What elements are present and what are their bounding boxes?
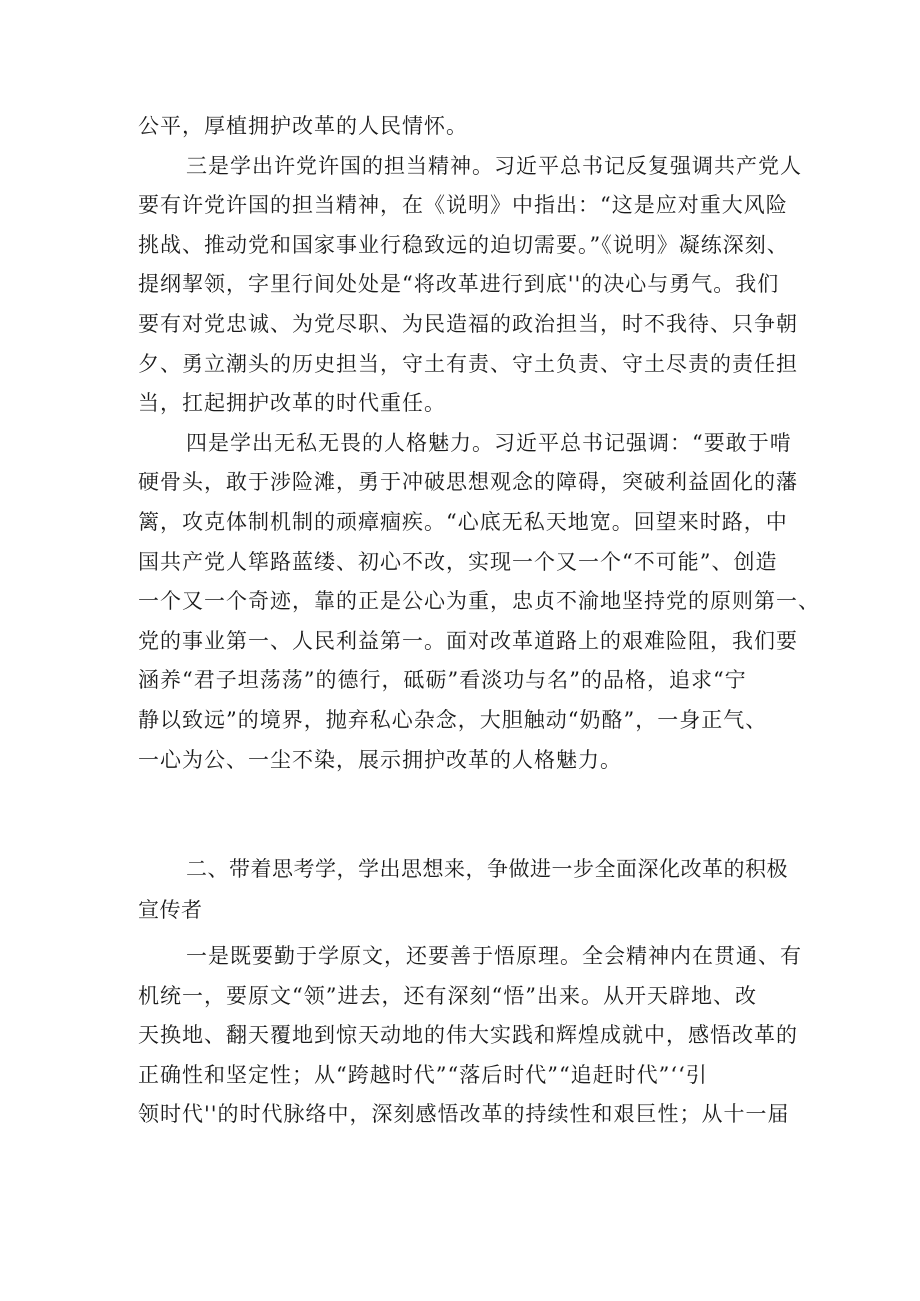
text-line: 领时代''的时代脉络中，深刻感悟改革的持续性和艰巨性；从十一届 bbox=[138, 1102, 790, 1127]
text-line: 提纲挈领，字里行间处处是“将改革进行到底''的决心与勇气。我们 bbox=[138, 272, 780, 297]
text-line: 静以致远”的境界，抛弃私心杂念，大胆触动“奶酪”，一身正气、 bbox=[138, 707, 768, 732]
text-line: 正确性和坚定性；从“跨越时代”“落后时代”“追赶时代”‘‘引 bbox=[138, 1062, 708, 1087]
text-line: 硬骨头，敢于涉险滩，勇于冲破思想观念的障碍，突破利益固化的藩 bbox=[138, 470, 798, 495]
text-line: 一个又一个奇迹，靠的正是公心为重，忠贞不渝地坚持党的原则第一、 bbox=[138, 589, 820, 614]
body-text-top bbox=[138, 107, 820, 780]
text-line: 要有对党忠诚、为党尽职、为民造福的政治担当，时不我待、只争朝 bbox=[138, 311, 798, 336]
paragraph-start-line: 四是学出无私无畏的人格魅力。习近平总书记强调：“要敢于啃 bbox=[186, 430, 792, 455]
paragraph-start-line: 三是学出许党许国的担当精神。习近平总书记反复强调共产党人 bbox=[186, 153, 802, 178]
section-heading bbox=[138, 849, 788, 931]
heading-line: 宣传者 bbox=[138, 898, 203, 922]
text-line: 公平，厚植拥护改革的人民情怀。 bbox=[138, 114, 468, 138]
text-line: 党的事业第一、人民利益第一。面对改革道路上的艰难险阻，我们要 bbox=[138, 628, 798, 653]
text-line: 机统一，要原文“领”进去，还有深刻“悟”出来。从开天辟地、改 bbox=[138, 983, 757, 1008]
paragraph-start-line: 一是既要勤于学原文，还要善于悟原理。全会精神内在贯通、有 bbox=[186, 944, 802, 968]
text-line: 篱，攻克体制机制的顽瘴痼疾。“心底无私天地宽。回望来时路，中 bbox=[138, 509, 788, 534]
text-line: 天换地、翻天覆地到惊天动地的伟大实践和辉煌成就中，感悟改革的 bbox=[138, 1023, 798, 1048]
text-line: 国共产党人筚路蓝缕、初心不改，实现一个又一个“不可能”、创造 bbox=[138, 549, 778, 574]
text-line: 夕、勇立潮头的历史担当，守土有责、守土负责、守土尽责的责任担 bbox=[138, 351, 798, 376]
body-text-bottom bbox=[138, 937, 802, 1135]
text-line: 涵养“君子坦荡荡”的德行，砥砺”看淡功与名”的品格，追求“宁 bbox=[138, 668, 747, 693]
text-line: 挑战、推动党和国家事业行稳致远的迫切需要。”《说明》凝练深刻、 bbox=[138, 232, 789, 257]
text-line: 要有许党许国的担当精神，在《说明》中指出：“这是应对重大风险 bbox=[138, 193, 788, 218]
text-line: 当，扛起拥护改革的时代重任。 bbox=[138, 391, 446, 416]
heading-line: 二、带着思考学，学出思想来，争做进一步全面深化改革的积极 bbox=[186, 857, 788, 881]
text-line: 一心为公、一尘不染，展示拥护改革的人格魅力。 bbox=[138, 747, 622, 772]
